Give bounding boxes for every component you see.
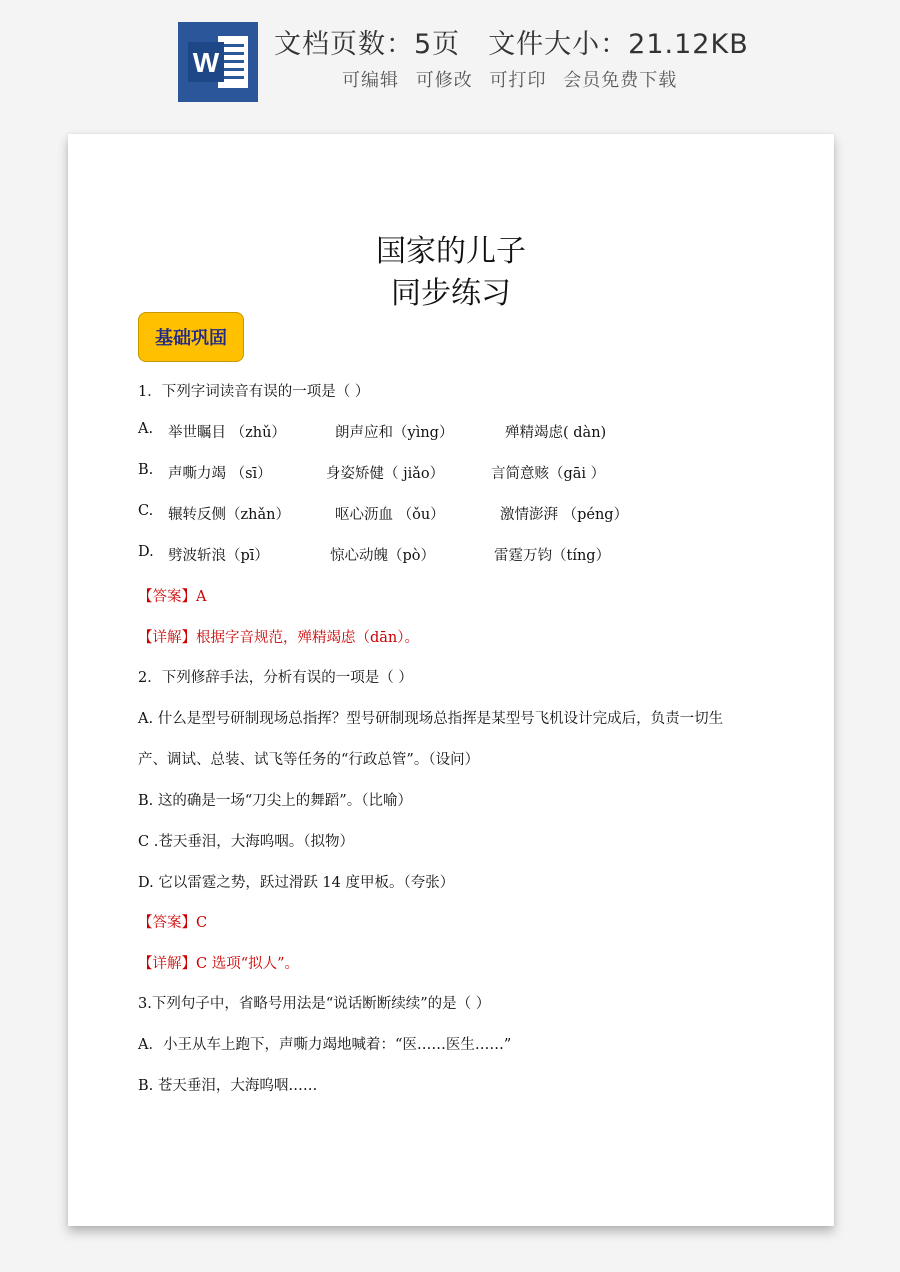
q1-answer: 【答案】A <box>138 589 207 605</box>
option-item: 朗声应和（yìng） <box>335 425 454 441</box>
page-count: 文档页数：5页 <box>274 29 461 60</box>
option-item: 举世瞩目 （zhǔ） <box>168 425 286 441</box>
q2-option-b: B. 这的确是一场“刀尖上的舞蹈”。（比喻） <box>138 793 412 809</box>
feature-modifiable: 可修改 <box>415 70 473 91</box>
option-label: C. <box>138 503 154 519</box>
q2-answer: 【答案】C <box>138 915 208 931</box>
option-item: 殚精竭虑( dàn) <box>505 425 607 441</box>
svg-text:W: W <box>192 47 220 78</box>
feature-printable: 可打印 <box>489 70 547 91</box>
q1-stem: 1．下列字词读音有误的一项是（ ） <box>138 384 370 400</box>
file-info-header <box>0 0 900 120</box>
q3-stem: 3.下列句子中，省略号用法是“说话断断续续”的是（ ） <box>138 996 491 1012</box>
option-item: 身姿矫健（ jiǎo） <box>326 466 445 482</box>
document-page <box>68 134 834 1226</box>
q1-explanation: 【详解】根据字音规范，殚精竭虑（dān）。 <box>138 630 420 646</box>
feature-free-download: 会员免费下载 <box>563 70 678 91</box>
q1-option-d <box>138 544 758 564</box>
option-item: 呕心沥血 （ǒu） <box>335 507 445 523</box>
option-label: A. <box>138 421 154 437</box>
q3-option-a: A．小王从车上跑下，声嘶力竭地喊着：“医……医生……” <box>138 1037 512 1053</box>
file-stats <box>274 22 749 61</box>
option-item: 惊心动魄（pò） <box>330 548 436 564</box>
feature-list <box>342 66 687 92</box>
option-item: 激情澎湃 （péng） <box>500 507 629 523</box>
q2-stem: 2．下列修辞手法，分析有误的一项是（ ） <box>138 670 413 686</box>
section-badge: 基础巩固 <box>138 312 244 362</box>
feature-editable: 可编辑 <box>342 70 399 91</box>
option-item: 辗转反侧（zhǎn） <box>168 507 290 523</box>
q2-explanation: 【详解】C 选项“拟人”。 <box>138 956 300 972</box>
word-document-icon <box>178 22 258 102</box>
q2-option-c: C .苍天垂泪，大海呜咽。（拟物） <box>138 834 355 850</box>
file-size: 文件大小：21.12KB <box>488 29 749 60</box>
option-item: 劈波斩浪（pī） <box>168 548 269 564</box>
option-label: B. <box>138 462 154 478</box>
option-item: 声嘶力竭 （sī） <box>168 466 272 482</box>
document-subtitle: 同步练习 <box>391 276 511 311</box>
q2-option-a-line1: A. 什么是型号研制现场总指挥？型号研制现场总指挥是某型号飞机设计完成后，负责一切生 <box>138 711 724 727</box>
option-label: D. <box>138 544 154 560</box>
q3-option-b: B. 苍天垂泪，大海呜咽…… <box>138 1078 318 1094</box>
option-item: 雷霆万钧（tíng） <box>494 548 611 564</box>
q2-option-d: D. 它以雷霆之势，跃过滑跃 14 度甲板。（夸张） <box>138 875 455 891</box>
q2-option-a-line2: 产、调试、总装、试飞等任务的“行政总管”。（设问） <box>138 752 480 768</box>
document-title: 国家的儿子 <box>376 234 526 269</box>
option-item: 言简意赅（gāi ） <box>491 466 606 482</box>
q1-option-b <box>138 462 758 482</box>
q1-option-a <box>138 421 758 441</box>
q1-option-c <box>138 503 758 523</box>
